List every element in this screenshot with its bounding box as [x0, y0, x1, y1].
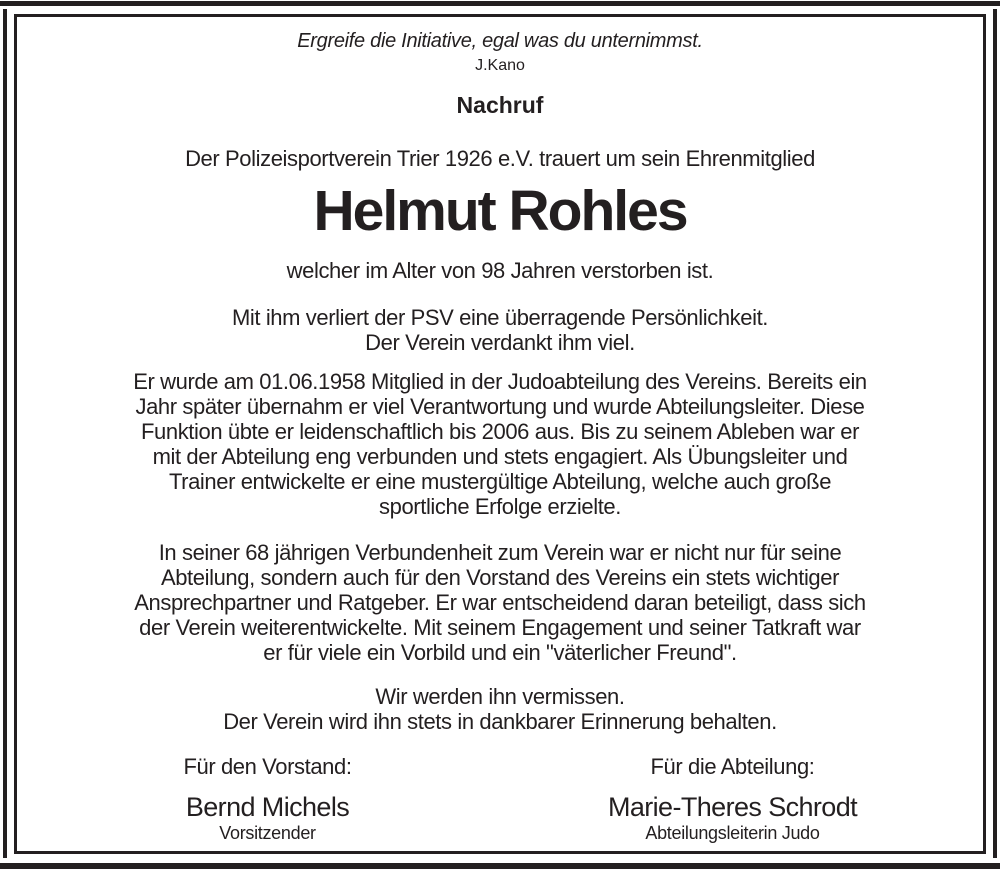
text-line: mit der Abteilung eng verbunden und stets engagiert. Als Übungsleiter und	[152, 444, 848, 469]
age-line: welcher im Alter von 98 Jahren verstorben ist.	[286, 258, 714, 283]
text-line: Funktion übte er leidenschaftlich bis 2006 aus. Bis zu seinem Ableben war er	[140, 419, 860, 444]
outer-border-top	[0, 1, 1000, 6]
text-line: Der Verein wird ihn stets in dankbarer Erinnerung behalten.	[223, 709, 777, 734]
signature-role: Vorsitzender	[219, 823, 316, 843]
signature-vorstand	[35, 754, 500, 844]
text-line: der Verein weiterentwickelte. Mit seinem Engagement und seiner Tatkraft war	[139, 615, 861, 640]
signature-label: Für den Vorstand:	[183, 754, 352, 779]
text-line: Jahr später übernahm er viel Verantwortung und wurde Abteilungsleiter. Diese	[135, 394, 865, 419]
signatures	[35, 754, 965, 844]
text-line: Mit ihm verliert der PSV eine überragende Persönlichkeit.	[231, 305, 769, 330]
paragraph-legacy	[35, 540, 965, 665]
paragraph-farewell	[35, 684, 965, 734]
paragraph-history	[35, 369, 965, 519]
notice-type-heading: Nachruf	[456, 92, 544, 118]
text-line: Ansprechpartner und Ratgeber. Er war entscheidend daran beteiligt, dass sich	[134, 590, 866, 615]
outer-border-left	[3, 9, 7, 858]
paragraph-tribute	[35, 305, 965, 355]
signature-role: Abteilungsleiterin Judo	[645, 823, 820, 843]
text-line: sportliche Erfolge erzielte.	[379, 494, 621, 519]
signature-name: Marie-Theres Schrodt	[607, 792, 858, 822]
text-line: Trainer entwickelte er eine mustergültige Abteilung, welche auch große	[168, 469, 832, 494]
deceased-name: Helmut Rohles	[313, 179, 687, 243]
text-line: Er wurde am 01.06.1958 Mitglied in der Judoabteilung des Vereins. Bereits ein	[133, 369, 867, 394]
text-line: In seiner 68 jährigen Verbundenheit zum Verein war er nicht nur für seine	[158, 540, 842, 565]
text-line: Abteilung, sondern auch für den Vorstand des Vereins ein stets wichtiger	[160, 565, 840, 590]
inner-frame	[14, 14, 986, 854]
text-line: Wir werden ihn vermissen.	[375, 684, 625, 709]
epigraph-author: J.Kano	[475, 57, 525, 74]
epigraph-quote: Ergreife die Initiative, egal was du unternimmst.	[297, 30, 703, 52]
signature-label: Für die Abteilung:	[650, 754, 815, 779]
text-line: er für viele ein Vorbild und ein "väterlicher Freund".	[263, 640, 737, 665]
signature-name: Bernd Michels	[185, 792, 350, 822]
intro-line: Der Polizeisportverein Trier 1926 e.V. trauert um sein Ehrenmitglied	[185, 146, 815, 171]
text-line: Der Verein verdankt ihm viel.	[365, 330, 635, 355]
signature-abteilung	[500, 754, 965, 844]
outer-border-bottom	[0, 863, 1000, 869]
outer-border-right	[993, 9, 997, 858]
